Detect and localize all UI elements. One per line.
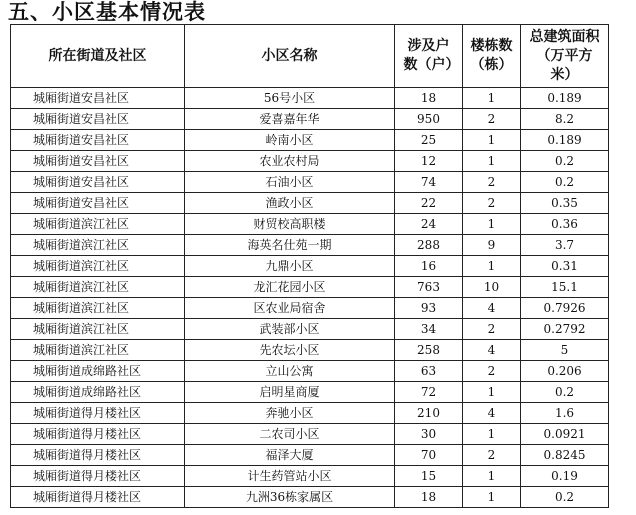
community-name-cell: 海英名仕苑一期 — [185, 235, 395, 256]
table-row — [11, 424, 609, 445]
community-name-cell: 石油小区 — [185, 172, 395, 193]
households-cell: 950 — [395, 109, 463, 130]
community-name-cell: 启明星商厦 — [185, 382, 395, 403]
households-cell: 258 — [395, 340, 463, 361]
buildings-cell: 2 — [463, 445, 521, 466]
street-cell: 城厢街道得月楼社区 — [11, 445, 185, 466]
street-cell: 城厢街道安昌社区 — [11, 109, 185, 130]
street-cell: 城厢街道滨江社区 — [11, 235, 185, 256]
community-name-cell: 财贸校高职楼 — [185, 214, 395, 235]
street-cell: 城厢街道安昌社区 — [11, 88, 185, 109]
community-name-cell: 龙汇花园小区 — [185, 277, 395, 298]
street-cell: 城厢街道滨江社区 — [11, 319, 185, 340]
table-header-row — [11, 25, 609, 88]
header-buildings: 楼栋数（栋） — [463, 25, 521, 88]
table-row — [11, 109, 609, 130]
buildings-cell: 1 — [463, 256, 521, 277]
table-row — [11, 361, 609, 382]
buildings-cell: 2 — [463, 109, 521, 130]
street-cell: 城厢街道滨江社区 — [11, 340, 185, 361]
community-name-cell: 渔政小区 — [185, 193, 395, 214]
table-row — [11, 382, 609, 403]
households-cell: 18 — [395, 88, 463, 109]
households-cell: 93 — [395, 298, 463, 319]
buildings-cell: 9 — [463, 235, 521, 256]
floor-area-cell: 0.2 — [521, 487, 609, 508]
floor-area-cell: 0.7926 — [521, 298, 609, 319]
buildings-cell: 2 — [463, 319, 521, 340]
community-name-cell: 九鼎小区 — [185, 256, 395, 277]
households-cell: 288 — [395, 235, 463, 256]
table-row — [11, 193, 609, 214]
households-cell: 210 — [395, 403, 463, 424]
floor-area-cell: 0.2 — [521, 151, 609, 172]
households-cell: 18 — [395, 487, 463, 508]
households-cell: 63 — [395, 361, 463, 382]
floor-area-cell: 0.19 — [521, 466, 609, 487]
households-cell: 30 — [395, 424, 463, 445]
floor-area-cell: 3.7 — [521, 235, 609, 256]
community-table — [10, 24, 609, 508]
households-cell: 72 — [395, 382, 463, 403]
community-name-cell: 计生药管站小区 — [185, 466, 395, 487]
households-cell: 74 — [395, 172, 463, 193]
community-name-cell: 立山公寓 — [185, 361, 395, 382]
header-street: 所在街道及社区 — [11, 25, 185, 88]
buildings-cell: 4 — [463, 340, 521, 361]
floor-area-cell: 15.1 — [521, 277, 609, 298]
table-row — [11, 277, 609, 298]
buildings-cell: 1 — [463, 151, 521, 172]
floor-area-cell: 0.2 — [521, 382, 609, 403]
street-cell: 城厢街道成绵路社区 — [11, 361, 185, 382]
street-cell: 城厢街道安昌社区 — [11, 130, 185, 151]
page-title: 五、小区基本情况表 — [8, 0, 206, 24]
table-row — [11, 214, 609, 235]
buildings-cell: 1 — [463, 214, 521, 235]
buildings-cell: 1 — [463, 466, 521, 487]
floor-area-cell: 0.35 — [521, 193, 609, 214]
buildings-cell: 10 — [463, 277, 521, 298]
table-row — [11, 151, 609, 172]
community-name-cell: 爱喜嘉年华 — [185, 109, 395, 130]
floor-area-cell: 1.6 — [521, 403, 609, 424]
street-cell: 城厢街道得月楼社区 — [11, 466, 185, 487]
table-row — [11, 340, 609, 361]
table-row — [11, 403, 609, 424]
table-row — [11, 256, 609, 277]
households-cell: 25 — [395, 130, 463, 151]
buildings-cell: 2 — [463, 193, 521, 214]
households-cell: 15 — [395, 466, 463, 487]
floor-area-cell: 5 — [521, 340, 609, 361]
table-body — [11, 88, 609, 508]
street-cell: 城厢街道安昌社区 — [11, 172, 185, 193]
street-cell: 城厢街道得月楼社区 — [11, 403, 185, 424]
table-row — [11, 319, 609, 340]
buildings-cell: 2 — [463, 172, 521, 193]
buildings-cell: 4 — [463, 298, 521, 319]
community-name-cell: 农业农村局 — [185, 151, 395, 172]
households-cell: 763 — [395, 277, 463, 298]
floor-area-cell: 0.189 — [521, 88, 609, 109]
table-row — [11, 298, 609, 319]
households-cell: 24 — [395, 214, 463, 235]
buildings-cell: 1 — [463, 424, 521, 445]
table-row — [11, 88, 609, 109]
households-cell: 12 — [395, 151, 463, 172]
header-floor-area: 总建筑面积（万平方米） — [521, 25, 609, 88]
street-cell: 城厢街道滨江社区 — [11, 256, 185, 277]
buildings-cell: 4 — [463, 403, 521, 424]
floor-area-cell: 0.206 — [521, 361, 609, 382]
floor-area-cell: 8.2 — [521, 109, 609, 130]
floor-area-cell: 0.31 — [521, 256, 609, 277]
floor-area-cell: 0.8245 — [521, 445, 609, 466]
community-name-cell: 先农坛小区 — [185, 340, 395, 361]
street-cell: 城厢街道安昌社区 — [11, 151, 185, 172]
table-row — [11, 487, 609, 508]
buildings-cell: 1 — [463, 130, 521, 151]
floor-area-cell: 0.2 — [521, 172, 609, 193]
community-name-cell: 武装部小区 — [185, 319, 395, 340]
community-name-cell: 福泽大厦 — [185, 445, 395, 466]
table-row — [11, 466, 609, 487]
floor-area-cell: 0.36 — [521, 214, 609, 235]
community-name-cell: 奔驰小区 — [185, 403, 395, 424]
street-cell: 城厢街道滨江社区 — [11, 277, 185, 298]
households-cell: 22 — [395, 193, 463, 214]
buildings-cell: 1 — [463, 487, 521, 508]
floor-area-cell: 0.0921 — [521, 424, 609, 445]
buildings-cell: 2 — [463, 361, 521, 382]
table-row — [11, 172, 609, 193]
households-cell: 70 — [395, 445, 463, 466]
header-community-name: 小区名称 — [185, 25, 395, 88]
table-row — [11, 235, 609, 256]
floor-area-cell: 0.189 — [521, 130, 609, 151]
street-cell: 城厢街道滨江社区 — [11, 214, 185, 235]
households-cell: 16 — [395, 256, 463, 277]
street-cell: 城厢街道得月楼社区 — [11, 487, 185, 508]
street-cell: 城厢街道滨江社区 — [11, 298, 185, 319]
street-cell: 城厢街道得月楼社区 — [11, 424, 185, 445]
floor-area-cell: 0.2792 — [521, 319, 609, 340]
table-row — [11, 445, 609, 466]
community-name-cell: 区农业局宿舍 — [185, 298, 395, 319]
header-households: 涉及户数（户） — [395, 25, 463, 88]
community-name-cell: 九洲36栋家属区 — [185, 487, 395, 508]
street-cell: 城厢街道成绵路社区 — [11, 382, 185, 403]
buildings-cell: 1 — [463, 88, 521, 109]
buildings-cell: 1 — [463, 382, 521, 403]
street-cell: 城厢街道安昌社区 — [11, 193, 185, 214]
households-cell: 34 — [395, 319, 463, 340]
table-row — [11, 130, 609, 151]
community-name-cell: 56号小区 — [185, 88, 395, 109]
community-name-cell: 二农司小区 — [185, 424, 395, 445]
community-name-cell: 岭南小区 — [185, 130, 395, 151]
